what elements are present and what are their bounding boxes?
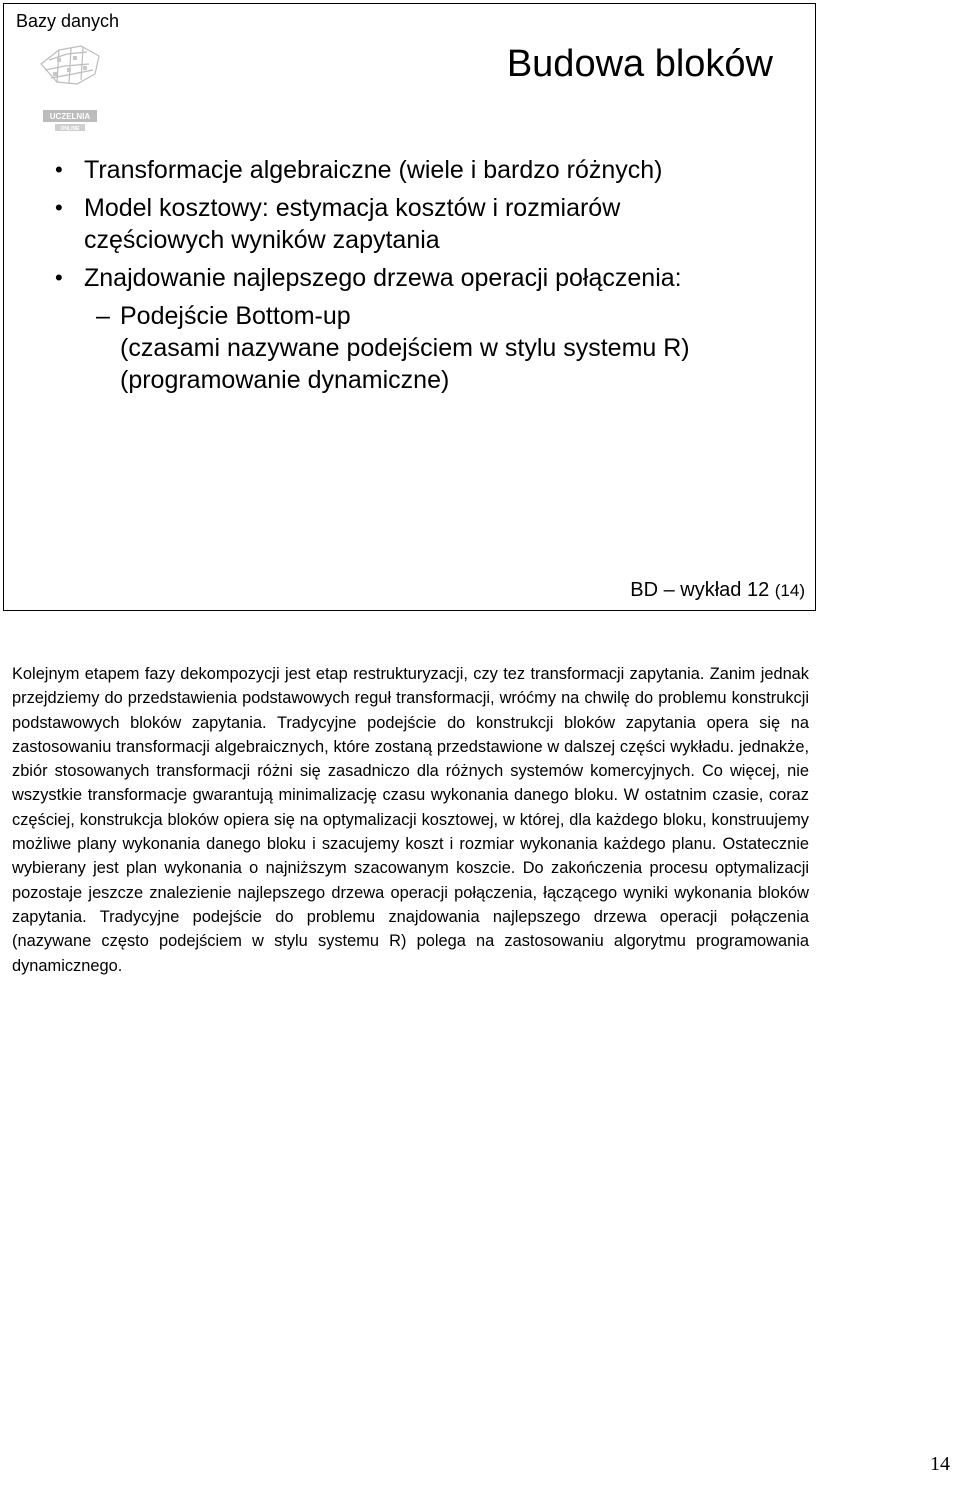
bullet-list (4, 154, 814, 396)
sub-bullet-line: Podejście Bottom-up (120, 302, 351, 330)
bullet-item (4, 154, 814, 186)
sub-bullet-item (4, 300, 814, 396)
bullet-line: Model kosztowy: estymacja kosztów i rozmiarów (84, 194, 621, 222)
bullet-line: Znajdowanie najlepszego drzewa operacji połączenia: (84, 264, 682, 292)
bullet-dot-icon: • (55, 265, 63, 290)
slide-frame (3, 3, 816, 611)
sub-bullet-line: (czasami nazywane podejściem w stylu systemu R) (120, 334, 690, 362)
bullet-item (4, 192, 814, 256)
slide-footer (630, 579, 805, 602)
bullet-dot-icon: • (55, 195, 63, 220)
logo-subtext: ONLINE (60, 126, 80, 132)
slide-title: Budowa bloków (506, 43, 773, 85)
bullet-dot-icon: • (55, 157, 63, 182)
slide-number-label: (14) (774, 581, 805, 600)
bullet-line: Transformacje algebraiczne (wiele i bardzo różnych) (84, 156, 663, 184)
sub-bullet-dash-icon: – (96, 302, 110, 330)
lecture-label: BD – wykład 12 (630, 579, 770, 601)
bullet-item (4, 262, 814, 294)
bullet-line: częściowych wyników zapytania (84, 226, 440, 254)
university-logo-icon (37, 38, 103, 134)
logo-text: UCZELNIA (49, 112, 91, 121)
page-number: 14 (930, 1453, 950, 1475)
sub-bullet-line: (programowanie dynamiczne) (120, 366, 450, 394)
course-label: Bazy danych (16, 11, 120, 31)
lecture-notes: Kolejnym etapem fazy dekompozycji jest etap restrukturyzacji, czy tez transformacji zapytania. Zanim jednak przejdziemy do przedstawienia podstawowych reguł transformacji, wróćmy na chwilę do problemu konstrukcji podstawowych bloków zapytania. Tradycyjne podejście do konstrukcji bloków zapytania opera się na zastosowaniu transformacji algebraicznych, które zostaną przedstawione w dalszej części wykładu. jednakże, zbiór stosowanych transformacji różni się zasadniczo dla różnych systemów komercyjnych. Co więcej, nie wszystkie transformacje gwarantują minimalizację czasu wykonania danego bloku. W ostatnim czasie, coraz częściej, konstrukcja bloków opiera się na optymalizacji kosztowej, w której, dla każdego bloku, konstruujemy możliwe plany wykonania danego bloku i szacujemy koszt i rozmiar wykonania każdego planu. Ostatecznie wybierany jest plan wykonania o najniższym szacowanym koszcie. Do zakończenia procesu optymalizacji pozostaje jeszcze znalezienie najlepszego drzewa operacji połączenia, łączącego wyniki wykonania bloków zapytania. Tradycyjne podejście do problemu znajdowania najlepszego drzewa operacji połączenia (nazywane często podejściem w stylu systemu R) polega na zastosowaniu algorytmu programowania dynamicznego. (12, 665, 809, 975)
